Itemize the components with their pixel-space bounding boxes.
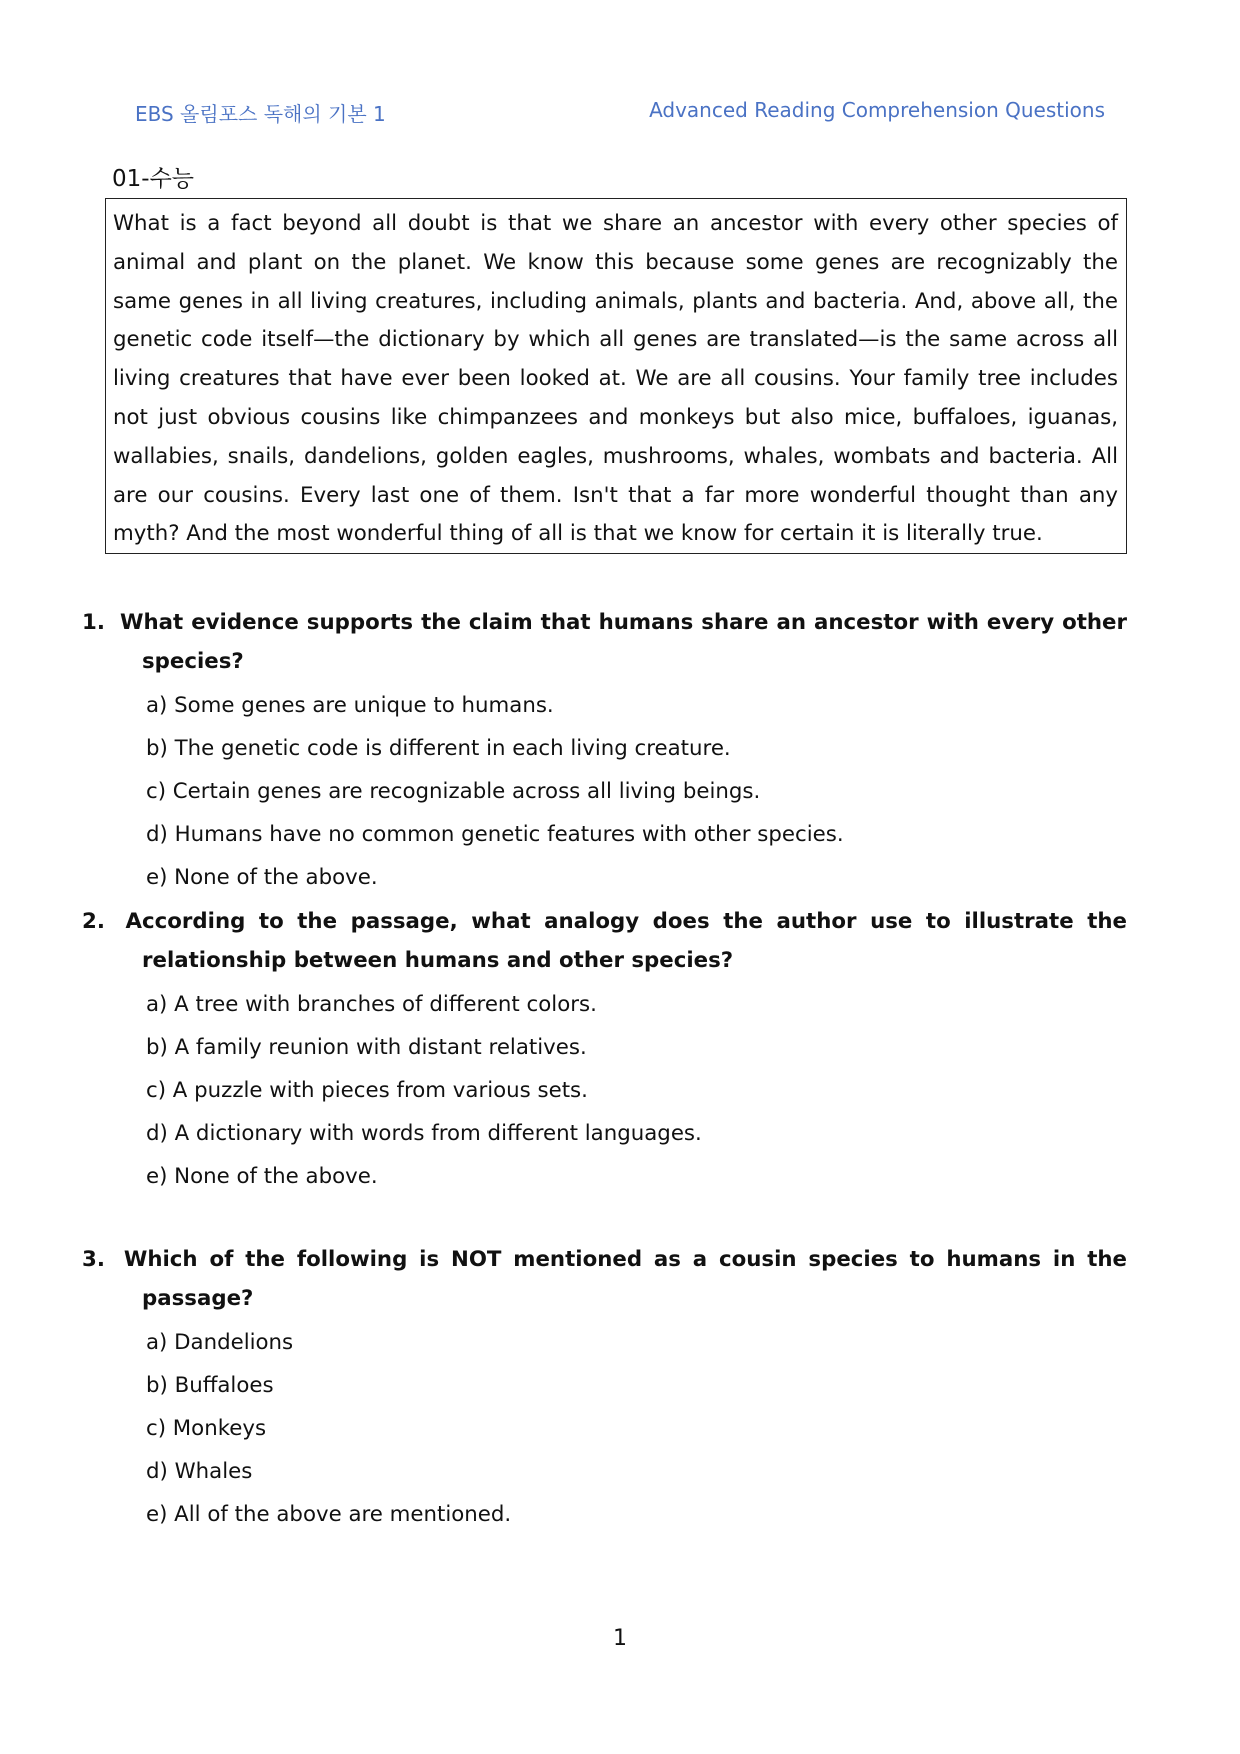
option-a: a) Some genes are unique to humans. [146, 693, 554, 718]
option-d: d) Whales [146, 1459, 253, 1484]
option-b: b) A family reunion with distant relatives. [146, 1035, 587, 1060]
option-b: b) The genetic code is different in each living creature. [146, 736, 731, 761]
option-list [146, 684, 1127, 899]
option-d: d) Humans have no common genetic features with other species. [146, 822, 844, 847]
question-1 [82, 603, 1128, 899]
section-label: 01-수능 [112, 166, 195, 192]
option-e: e) None of the above. [146, 1164, 378, 1189]
option-list [146, 1321, 1127, 1536]
page-number: 1 [613, 1626, 627, 1651]
question-3 [82, 1240, 1127, 1536]
passage-box [105, 198, 1127, 554]
option-a: a) Dandelions [146, 1330, 294, 1355]
header-book-title: EBS 올림포스 독해의 기본 1 [135, 102, 386, 126]
option-list [146, 983, 1127, 1198]
option-c: c) Monkeys [146, 1416, 267, 1441]
option-c: c) A puzzle with pieces from various sets. [146, 1078, 588, 1103]
option-c: c) Certain genes are recognizable across all living beings. [146, 779, 761, 804]
page-header [0, 98, 1240, 128]
question-2 [82, 902, 1127, 1198]
question-text: What evidence supports the claim that humans share an ancestor with every other species? [120, 610, 1128, 674]
question-stem: 3. Which of the following is NOT mentioned as a cousin species to humans in the passage? [82, 1247, 1127, 1311]
question-stem: 1. What evidence supports the claim that humans share an ancestor with every other species? [82, 610, 1128, 674]
option-e: e) All of the above are mentioned. [146, 1502, 512, 1527]
question-text: Which of the following is NOT mentioned as a cousin species to humans in the passage? [123, 1247, 1127, 1311]
option-e: e) None of the above. [146, 865, 378, 890]
question-text: According to the passage, what analogy does the author use to illustrate the relationship between humans and other species? [125, 909, 1127, 973]
header-document-title: Advanced Reading Comprehension Questions [649, 98, 1105, 122]
option-d: d) A dictionary with words from different languages. [146, 1121, 702, 1146]
question-stem: 2. According to the passage, what analogy does the author use to illustrate the relationship between humans and other species? [82, 909, 1127, 973]
option-a: a) A tree with branches of different colors. [146, 992, 597, 1017]
passage-text: What is a fact beyond all doubt is that we share an ancestor with every other species of animal and plant on the planet. We know this because some genes are recognizably the same genes in all living creatures, including animals, plants and bacteria. And, above all, the genetic code itself—the dictionary by which all genes are translated—is the same across all living creatures that have ever been looked at. We are all cousins. Your family tree includes not just obvious cousins like chimpanzees and monkeys but also mice, buffaloes, iguanas, wallabies, snails, dandelions, golden eagles, mushrooms, whales, wombats and bacteria. All are our cousins. Every last one of them. Isn't that a far more wonderful thought than any myth? And the most wonderful thing of all is that we know for certain it is literally true. [113, 211, 1118, 547]
option-b: b) Buffaloes [146, 1373, 274, 1398]
